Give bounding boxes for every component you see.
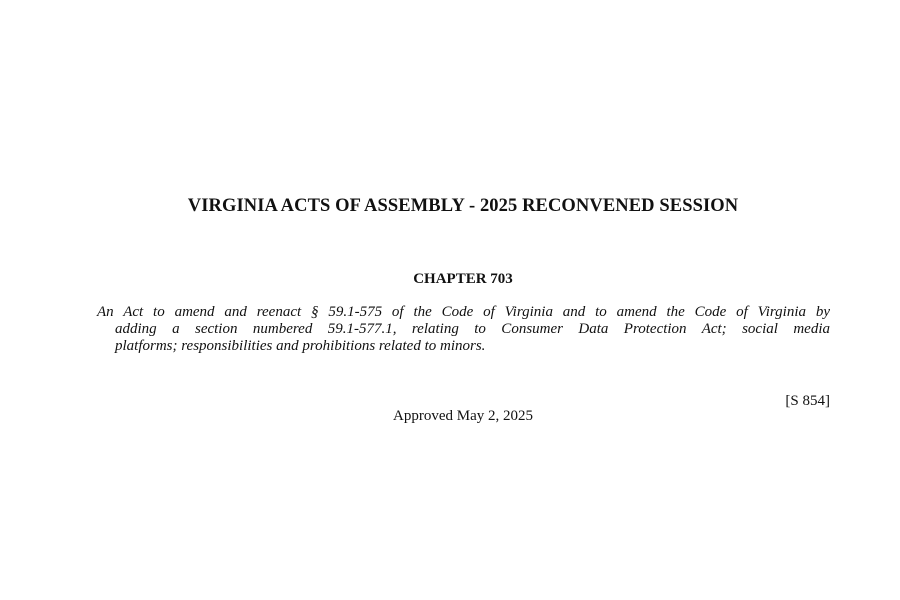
- chapter-heading: CHAPTER 703: [413, 271, 513, 287]
- approval-date: Approved May 2, 2025: [393, 408, 533, 424]
- act-line: platforms; responsibilities and prohibitions related to minors.: [115, 338, 486, 354]
- bill-number: [S 854]: [785, 393, 830, 409]
- act-description: [97, 304, 830, 355]
- document-title: VIRGINIA ACTS OF ASSEMBLY - 2025 RECONVENED SESSION: [187, 196, 739, 216]
- act-line: adding a section numbered 59.1-577.1, relating to Consumer Data Protection Act; social media: [115, 321, 830, 337]
- act-line: An Act to amend and reenact § 59.1-575 of the Code of Virginia and to amend the Code of Virginia by: [97, 304, 830, 320]
